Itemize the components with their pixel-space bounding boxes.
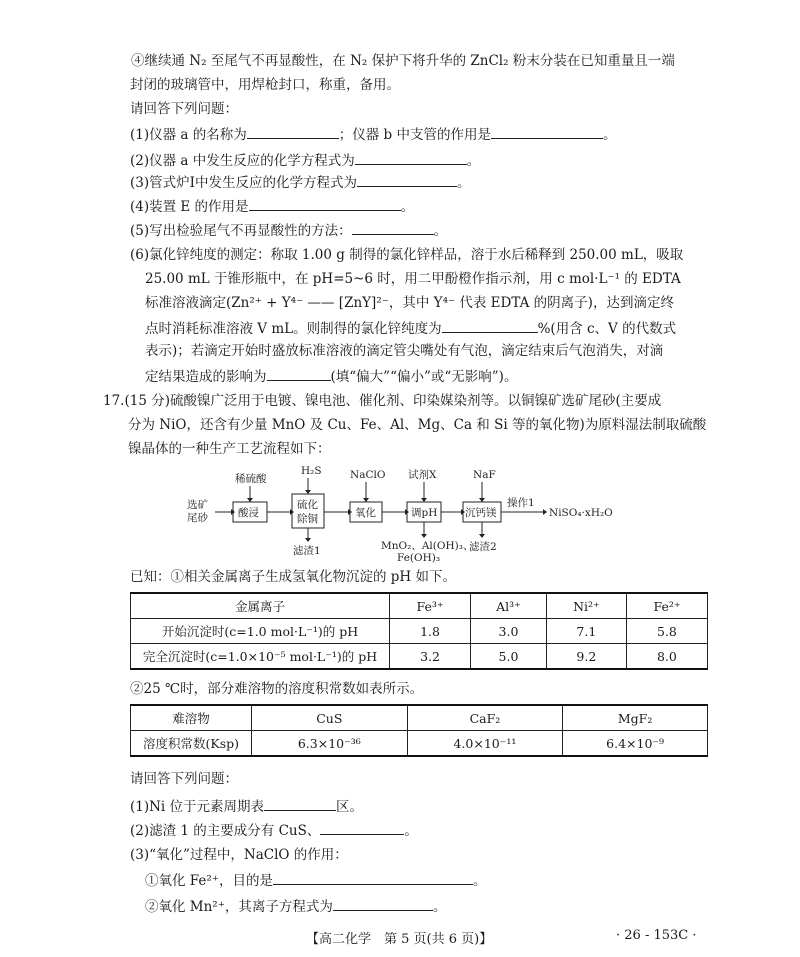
flow-start-2: 尾砂	[187, 512, 208, 524]
q17-p3-2-label: ②氧化 Mn²⁺，其离子方程式为	[145, 899, 333, 915]
flow-start-1: 选矿	[187, 499, 208, 511]
page-footer: 【高二化学 第 5 页(共 6 页)】	[306, 932, 493, 947]
ksp-table	[130, 704, 708, 757]
q16-prompt: 请回答下列问题：	[130, 101, 238, 117]
q16-p1-label-a: (1)仪器 a 的名称为	[130, 127, 247, 143]
flow-camg: 沉钙镁	[465, 507, 497, 519]
q17-part3: (3)“氧化”过程中，NaClO 的作用：	[130, 847, 348, 863]
table-header: CuS	[252, 705, 408, 731]
table-row	[131, 705, 708, 731]
q16-p1-label-b: ；仪器 b 中支管的作用是	[338, 127, 491, 143]
q16-p3-label: (3)管式炉Ⅰ中发生反应的化学方程式为	[130, 175, 357, 191]
q17-part2	[130, 820, 418, 840]
flow-naf: NaF	[473, 469, 496, 481]
table-cell: 开始沉淀时(c=1.0 mol·L⁻¹)的 pH	[131, 619, 390, 644]
table-cell: 4.0×10⁻¹¹	[407, 731, 563, 757]
flow-product: NiSO₄·xH₂O	[549, 507, 613, 519]
table-cell: 溶度积常数(Ksp)	[131, 731, 252, 757]
flow-res1: 滤渣1	[293, 545, 321, 557]
process-flow-diagram	[185, 460, 625, 565]
known-2: ②25 ℃时，部分难溶物的溶度积常数如表所示。	[130, 681, 424, 697]
answer-blank[interactable]	[273, 870, 473, 885]
table-header: Al³⁺	[471, 593, 547, 619]
flow-res-ph-2: Fe(OH)₃	[397, 552, 441, 564]
flow-reagentx: 试剂X	[408, 469, 437, 481]
q16-p6-line6	[145, 366, 517, 386]
table-cell: 7.1	[546, 619, 626, 644]
table-header: 难溶物	[131, 705, 252, 731]
q16-p4-label: (4)装置 E 的作用是	[130, 199, 249, 215]
q16-p6-label-c: 定结果造成的影响为	[145, 369, 267, 385]
answer-blank[interactable]	[264, 796, 336, 811]
flow-oxid: 氧化	[355, 507, 376, 519]
q17-part3-2	[145, 896, 446, 916]
table-row	[131, 619, 708, 644]
table-header: 金属离子	[131, 593, 390, 619]
q16-p6-line5: 表示)；若滴定开始时盛放标准溶液的滴定管尖嘴处有气泡，滴定结束后气泡消失，对滴	[145, 343, 664, 359]
q16-p6-line2: 25.00 mL 于锥形瓶中，在 pH=5~6 时，用二甲酚橙作指示剂，用 c mol·L⁻¹ 的 EDTA	[145, 271, 681, 287]
answer-blank[interactable]	[267, 366, 331, 381]
answer-blank[interactable]	[355, 150, 467, 165]
flow-ph: 调pH	[411, 507, 438, 519]
punct: 。	[456, 175, 471, 191]
q17-line2: 分为 NiO，还含有少量 MnO 及 Cu、Fe、Al、Mg、Ca 和 Si 等的氧化物)为原料湿法制取硫酸	[128, 417, 707, 433]
q16-part2	[130, 150, 480, 170]
flow-leach: 酸浸	[238, 507, 259, 519]
flow-res2: 滤渣2	[469, 541, 497, 553]
q16-part5	[130, 220, 447, 240]
answer-blank[interactable]	[357, 172, 457, 187]
flow-acid: 稀硫酸	[235, 473, 267, 485]
table-cell: 6.4×10⁻⁹	[563, 731, 708, 757]
q16-p6-label-b: %(用含 c、V 的代数式	[537, 321, 677, 337]
table-row	[131, 731, 708, 757]
table-cell: 3.0	[471, 619, 547, 644]
punct: 。	[404, 823, 418, 839]
q17-prompt: 请回答下列问题：	[130, 771, 238, 787]
q16-p6-line3: 标准溶液滴定(Zn²⁺ + Y⁴⁻ —— [ZnY]²⁻，其中 Y⁴⁻ 代表 EDTA 的阴离子)，达到滴定终	[145, 295, 674, 311]
q17-part1	[130, 796, 363, 816]
punct: 。	[433, 223, 448, 239]
answer-blank[interactable]	[352, 220, 434, 235]
step4-line1: ④继续通 N₂ 至尾气不再显酸性，在 N₂ 保护下将升华的 ZnCl₂ 粉末分装在已知重量且一端	[131, 53, 675, 69]
flow-res-ph-1: MnO₂、Al(OH)₃、	[381, 540, 474, 552]
q16-part3	[130, 172, 470, 192]
ph-table	[130, 592, 708, 670]
q16-p2-label: (2)仪器 a 中发生反应的化学方程式为	[130, 153, 355, 169]
table-header: MgF₂	[563, 705, 708, 731]
exam-code: · 26 - 153C ·	[616, 928, 697, 943]
q16-p6-label-a: 点时消耗标准溶液 V mL。则制得的氯化锌纯度为	[145, 321, 442, 337]
q17-line3: 镍晶体的一种生产工艺流程如下：	[128, 441, 331, 457]
q16-p6-label-d: (填“偏大”“偏小”或“无影响”)。	[330, 369, 518, 385]
answer-blank[interactable]	[247, 124, 339, 139]
q16-part4	[130, 196, 414, 216]
table-cell: 6.3×10⁻³⁶	[252, 731, 408, 757]
flow-h2s: H₂S	[301, 465, 322, 477]
punct: 。	[466, 153, 481, 169]
table-header: CaF₂	[407, 705, 563, 731]
answer-blank[interactable]	[333, 896, 433, 911]
q17-p1-suffix: 区。	[336, 799, 364, 815]
table-cell: 5.8	[626, 619, 707, 644]
table-cell: 完全沉淀时(c=1.0×10⁻⁵ mol·L⁻¹)的 pH	[131, 644, 390, 670]
q16-p6-line1: (6)氯化锌纯度的测定：称取 1.00 g 制得的氯化锌样品，溶于水后稀释到 250.00 mL，吸取	[130, 247, 684, 263]
punct: 。	[472, 873, 487, 889]
answer-blank[interactable]	[320, 820, 404, 835]
punct: 。	[432, 899, 447, 915]
table-cell: 9.2	[546, 644, 626, 670]
table-header: Fe³⁺	[390, 593, 471, 619]
punct: 。	[603, 127, 617, 143]
q17-p3-1-label: ①氧化 Fe²⁺，目的是	[145, 873, 273, 889]
answer-blank[interactable]	[491, 124, 603, 139]
known-1: 已知：①相关金属离子生成氢氧化物沉淀的 pH 如下。	[130, 569, 456, 585]
punct: 。	[400, 199, 415, 215]
table-row	[131, 593, 708, 619]
q17-part3-1	[145, 870, 486, 890]
q16-part1	[130, 124, 617, 144]
table-header: Fe²⁺	[626, 593, 707, 619]
table-cell: 8.0	[626, 644, 707, 670]
flow-cu2: 除铜	[297, 513, 318, 525]
flow-cu1: 硫化	[297, 499, 318, 511]
q17-line1: 17.(15 分)硫酸镍广泛用于电镀、镍电池、催化剂、印染媒染剂等。以铜镍矿选矿尾砂(主要成	[103, 393, 662, 409]
table-cell: 1.8	[390, 619, 471, 644]
answer-blank[interactable]	[442, 318, 538, 333]
table-header: Ni²⁺	[546, 593, 626, 619]
q16-p5-label: (5)写出检验尾气不再显酸性的方法：	[130, 223, 352, 239]
table-cell: 3.2	[390, 644, 471, 670]
flow-op1: 操作1	[507, 497, 535, 509]
q17-p1-label: (1)Ni 位于元素周期表	[130, 799, 265, 815]
q17-p2-label: (2)滤渣 1 的主要成分有 CuS、	[130, 823, 321, 839]
table-row	[131, 644, 708, 670]
step4-line2: 封闭的玻璃管中，用焊枪封口，称重，备用。	[130, 77, 400, 93]
q16-p6-line4	[145, 318, 676, 338]
answer-blank[interactable]	[249, 196, 401, 211]
flow-naclo: NaClO	[350, 469, 386, 481]
table-cell: 5.0	[471, 644, 547, 670]
